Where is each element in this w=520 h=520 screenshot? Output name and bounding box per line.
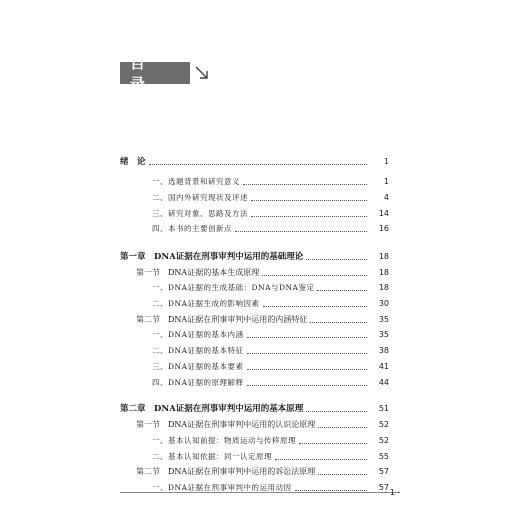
toc-entry-label: 一、基本认知前提：物质运动与传移原理	[152, 435, 299, 447]
toc-entry-page: 1	[383, 177, 389, 186]
toc-leader-dots	[262, 263, 367, 276]
toc-entry-chapter[interactable]	[0, 156, 520, 168]
toc-entry-item[interactable]	[0, 451, 520, 463]
toc-entry-page: 57	[378, 483, 389, 492]
toc-entry-label: 四、本书的主要创新点	[152, 223, 235, 235]
toc-entry-item[interactable]	[0, 298, 520, 310]
toc-entry-label: 二、DNA证据生成的影响因素	[152, 298, 263, 310]
toc-entry-label: 一、DNA证据的生成基础：DNA与DNA鉴定	[152, 282, 317, 294]
toc-entry-label: 二、基本认知依据：同一认定原理	[152, 451, 275, 463]
toc-leader-dots	[263, 294, 367, 307]
toc-entry-chapter[interactable]	[0, 403, 520, 415]
toc-entry-label: 第二节 DNA证据在刑事审判中运用的诉讼法原理	[136, 466, 318, 478]
toc-leader-dots	[306, 399, 367, 412]
toc-header	[120, 54, 210, 93]
toc-entry-page: 18	[378, 268, 389, 277]
toc-leader-dots	[149, 152, 367, 165]
toc-entry-item[interactable]	[0, 435, 520, 447]
toc-entry-label: 二、国内外研究现状及评述	[152, 192, 251, 204]
toc-leader-dots	[299, 431, 367, 444]
toc-entry-label: 一、选题背景和研究意义	[152, 176, 243, 188]
toc-leader-dots	[247, 357, 367, 370]
toc-entry-page: 1	[383, 157, 389, 166]
toc-leader-dots	[247, 373, 367, 386]
page-number: · 1 ·	[384, 488, 400, 497]
toc-entry-label: 二、DNA证据的基本特征	[152, 345, 247, 357]
toc-entry-page: 38	[378, 346, 389, 355]
toc-entry-page: 14	[378, 209, 389, 218]
toc-entry-item[interactable]	[0, 377, 520, 389]
toc-leader-dots	[247, 341, 367, 354]
toc-entry-item[interactable]	[0, 192, 520, 204]
toc-entry-section[interactable]	[0, 267, 520, 279]
toc-entry-label: 一、DNA证据的基本内涵	[152, 329, 247, 341]
toc-leader-dots	[251, 188, 367, 201]
toc-entry-label: 四、DNA证据的原理解释	[152, 377, 247, 389]
toc-entry-page: 52	[378, 436, 389, 445]
toc-entry-item[interactable]	[0, 361, 520, 373]
toc-leader-dots	[247, 325, 367, 338]
toc-leader-dots	[235, 219, 367, 232]
toc-leader-dots	[295, 478, 367, 491]
toc-entry-page: 30	[378, 299, 389, 308]
toc-entry-page: 18	[378, 283, 389, 292]
toc-entry-label: 绪 论	[120, 156, 149, 168]
toc-leader-dots	[306, 247, 367, 260]
toc-entry-page: 35	[378, 315, 389, 324]
toc-entry-item[interactable]	[0, 329, 520, 341]
footer-rule	[120, 492, 400, 493]
toc-entry-label: 一、DNA证据在刑事审判中的运用动因	[152, 482, 295, 494]
toc-entry-chapter[interactable]	[0, 251, 520, 263]
toc-entry-label: 三、研究对象、思路及方法	[152, 208, 251, 220]
toc-entry-page: 57	[378, 467, 389, 476]
toc-entry-page: 35	[378, 330, 389, 339]
toc-title: 目 录	[120, 62, 190, 84]
toc-entry-label: 第一章 DNA证据在刑事审判中运用的基础理论	[120, 251, 306, 263]
toc-entry-item[interactable]	[0, 345, 520, 357]
toc-entry-section[interactable]	[0, 419, 520, 431]
toc-entry-page: 18	[378, 252, 389, 261]
toc-entry-label: 第二节 DNA证据在刑事审判中运用的内涵特征	[136, 314, 310, 326]
toc-entry-item[interactable]	[0, 176, 520, 188]
toc-entry-label: 第一节 DNA证据的基本生成原理	[136, 267, 262, 279]
toc-entry-page: 52	[378, 420, 389, 429]
toc-entry-label: 第二章 DNA证据在刑事审判中运用的基本原理	[120, 403, 306, 415]
toc-entry-item[interactable]	[0, 282, 520, 294]
toc-leader-dots	[243, 172, 367, 185]
toc-entry-section[interactable]	[0, 466, 520, 478]
toc-entry-label: 三、DNA证据的基本要素	[152, 361, 247, 373]
toc-entry-item[interactable]	[0, 223, 520, 235]
toc-entry-page: 16	[378, 224, 389, 233]
toc-entry-page: 44	[378, 378, 389, 387]
toc-entry-page: 51	[378, 404, 389, 413]
toc-entry-page: 41	[378, 362, 389, 371]
toc-entry-page: 55	[378, 452, 389, 461]
toc-entry-label: 第一节 DNA证据在刑事审判中运用的认识论原理	[136, 419, 318, 431]
arrow-down-right-icon	[194, 65, 210, 81]
toc-entry-page: 4	[383, 193, 389, 202]
toc-leader-dots	[251, 204, 367, 217]
toc-leader-dots	[275, 447, 367, 460]
